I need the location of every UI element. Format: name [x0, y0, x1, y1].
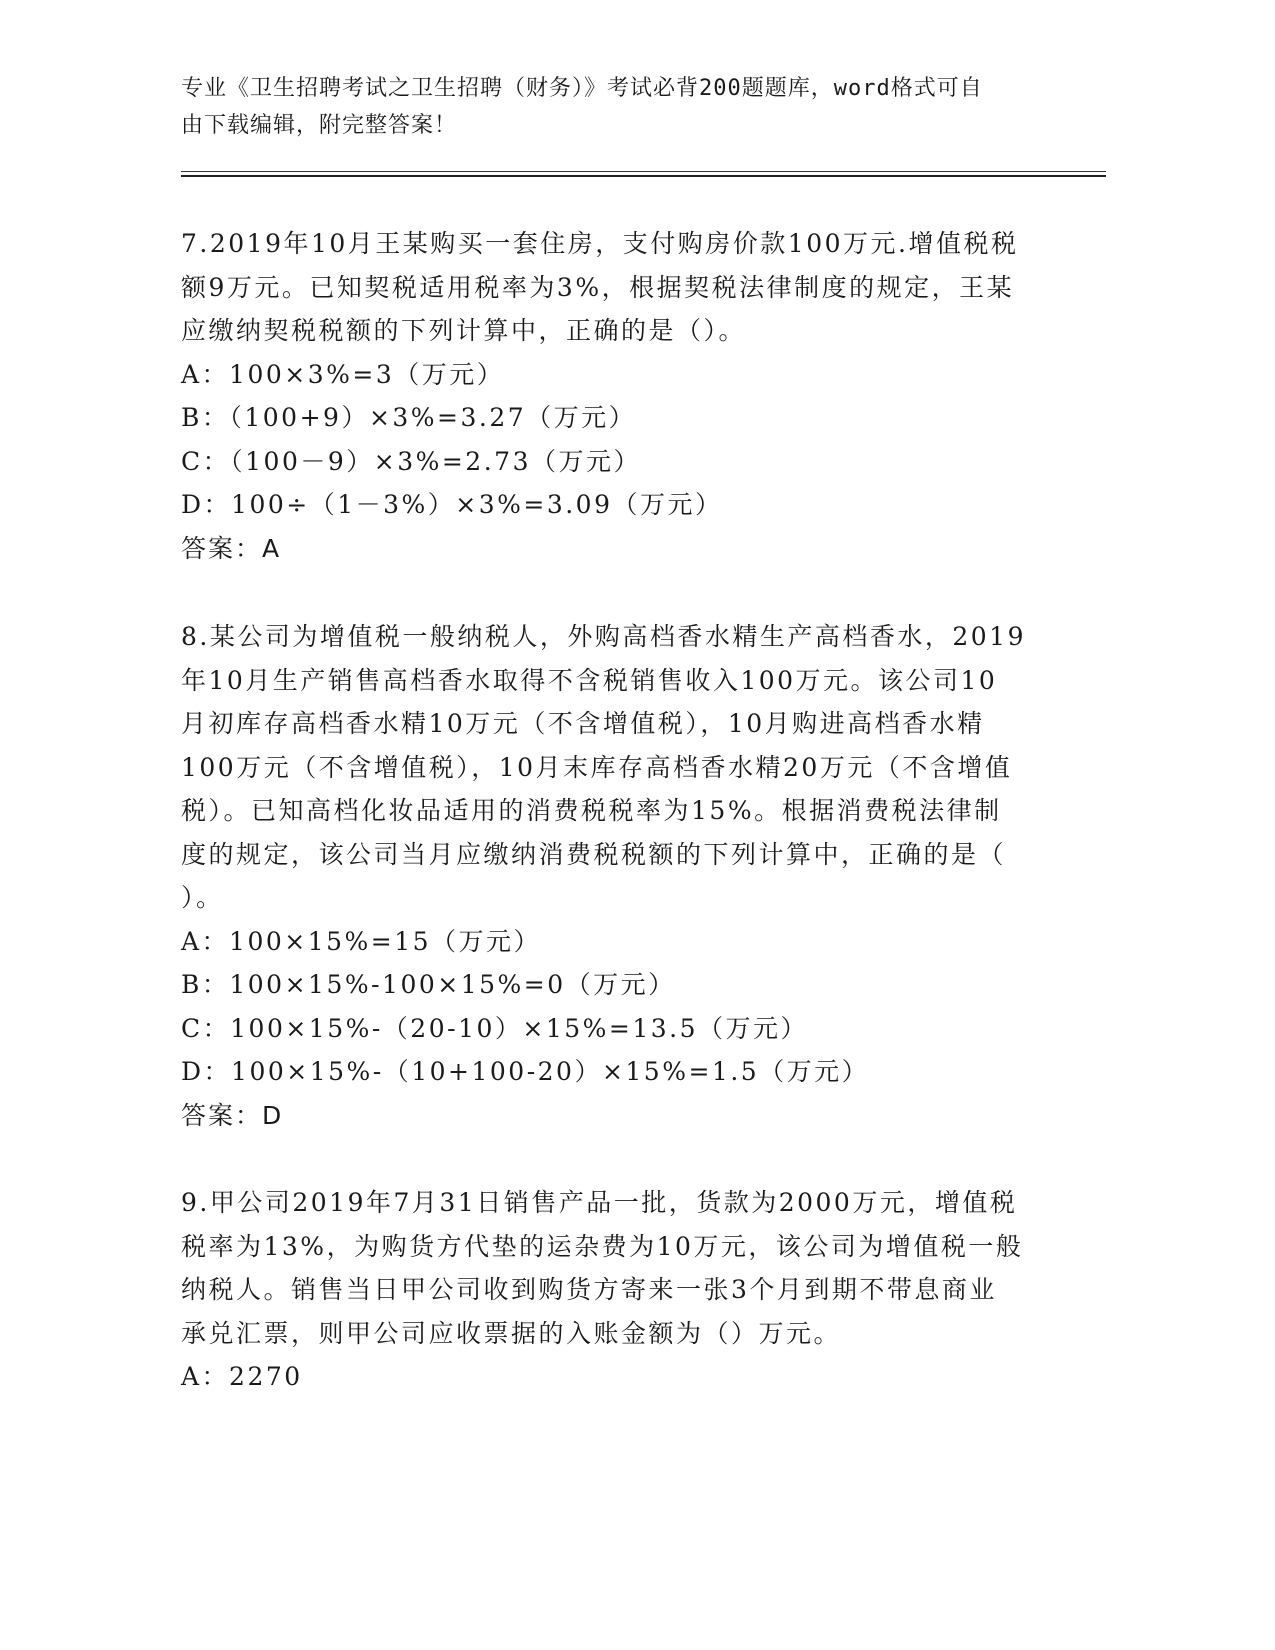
option-d: D：100÷（1－3%）×3%=3.09（万元）	[181, 490, 723, 519]
question-stem-line: 税）。已知高档化妆品适用的消费税税率为15%。根据消费税法律制	[181, 796, 1002, 825]
answer: 答案：A	[181, 533, 282, 563]
header-line-2: 由下载编辑，附完整答案！	[181, 113, 458, 138]
question-stem-line: ）。	[181, 883, 224, 912]
question-8	[181, 615, 1051, 1137]
option-d: D：100×15%-（10+100-20）×15%=1.5（万元）	[181, 1057, 870, 1086]
question-stem-line: 7.2019年10月王某购买一套住房，支付购房价款100万元.增值税税	[181, 229, 1019, 258]
option-c: C：（100－9）×3%=2.73（万元）	[181, 446, 641, 476]
question-stem-line: 年10月生产销售高档香水取得不含税销售收入100万元。该公司10	[181, 665, 998, 695]
option-b: B：100×15%-100×15%=0（万元）	[181, 970, 676, 999]
question-stem-line: 9.甲公司2019年7月31日销售产品一批，货款为2000万元，增值税	[181, 1188, 1018, 1217]
option-a: A：100×3%=3（万元）	[181, 359, 505, 389]
header-divider-thick	[181, 175, 1106, 177]
question-stem-line: 100万元（不含增值税），10月末库存高档香水精20万元（不含增值	[181, 752, 1013, 782]
option-b: B：（100+9）×3%=3.27（万元）	[181, 403, 637, 432]
question-stem-line: 税率为13%，为购货方代垫的运杂费为10万元，该公司为增值税一般	[181, 1231, 1024, 1261]
question-stem-line: 应缴纳契税税额的下列计算中，正确的是（）。	[181, 316, 747, 345]
header-line-1: 专业《卫生招聘考试之卫生招聘（财务）》考试必背200题题库，word格式可自	[181, 76, 983, 101]
question-stem-line: 承兑汇票，则甲公司应收票据的入账金额为（）万元。	[181, 1318, 842, 1348]
question-9	[181, 1181, 1051, 1399]
option-a: A：2270	[181, 1362, 303, 1391]
question-stem-line: 额9万元。已知契税适用税率为3%，根据契税法律制度的规定，王某	[181, 272, 1015, 302]
question-stem-line: 月初库存高档香水精10万元（不含增值税），10月购进高档香水精	[181, 709, 985, 738]
answer: 答案：D	[181, 1100, 284, 1130]
question-stem-line: 纳税人。销售当日甲公司收到购货方寄来一张3个月到期不带息商业	[181, 1275, 997, 1304]
header-divider-thin	[181, 171, 1106, 172]
question-stem-line: 度的规定，该公司当月应缴纳消费税税额的下列计算中，正确的是（	[181, 839, 1007, 869]
question-7	[181, 222, 1051, 570]
option-c: C：100×15%-（20-10）×15%=13.5（万元）	[181, 1013, 809, 1043]
question-stem-line: 8.某公司为增值税一般纳税人，外购高档香水精生产高档香水，2019	[181, 622, 1026, 651]
document-header	[181, 70, 1041, 144]
option-a: A：100×15%=15（万元）	[181, 926, 542, 956]
